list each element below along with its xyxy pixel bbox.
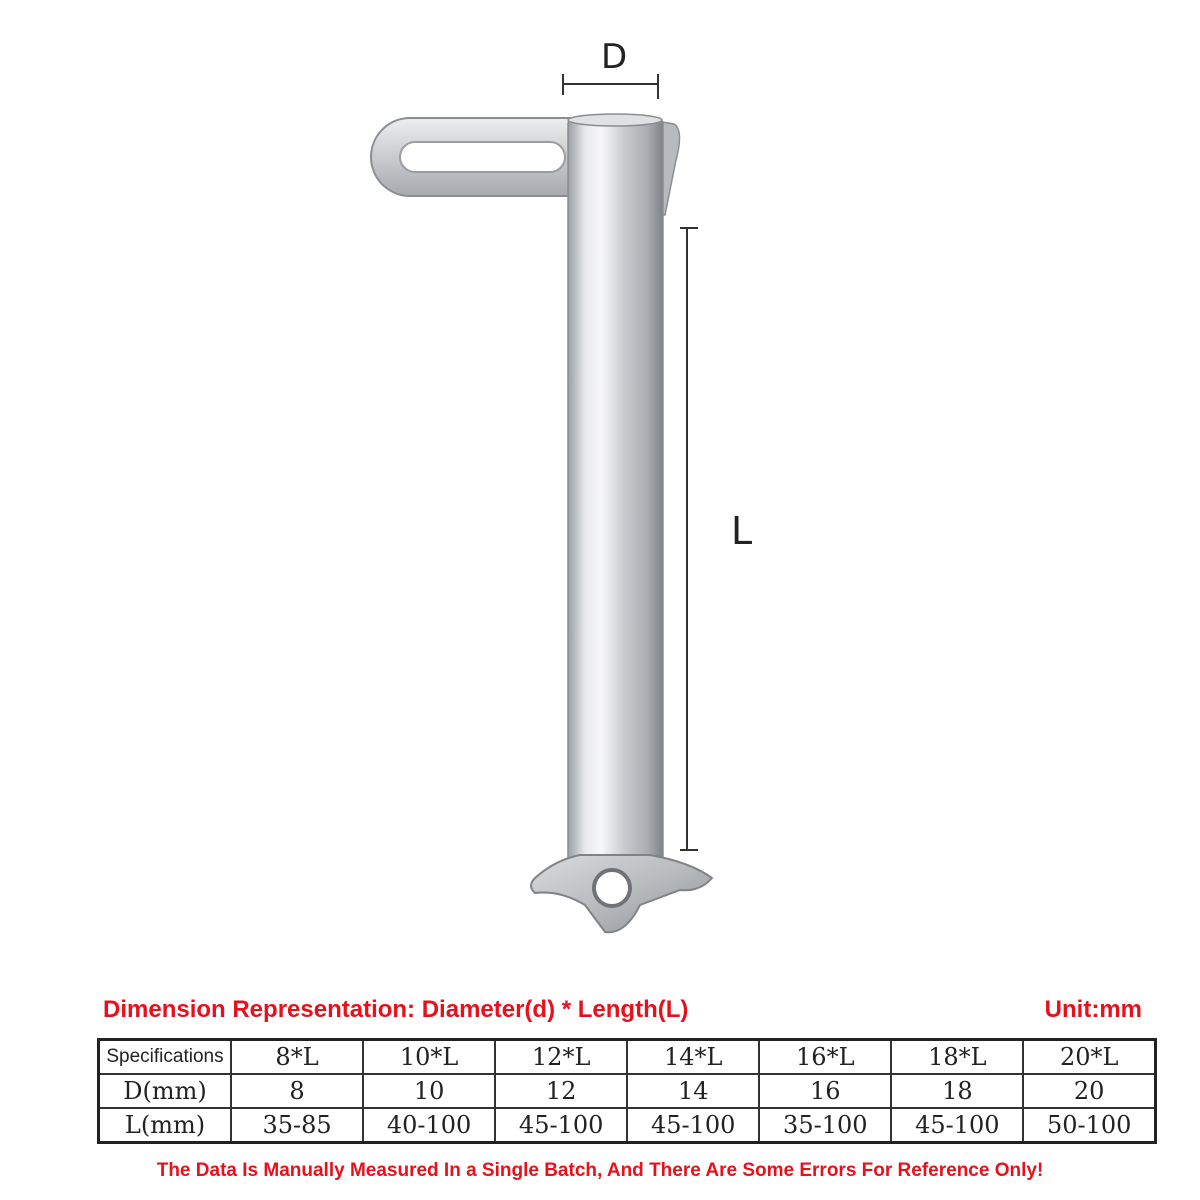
length-label: L: [731, 509, 753, 553]
table-cell: 16: [759, 1074, 891, 1108]
table-cell: 10: [363, 1074, 495, 1108]
diameter-dimension: [563, 74, 658, 99]
table-cell: 18: [891, 1074, 1023, 1108]
pin-tab: [371, 118, 570, 196]
table-cell: 35-85: [231, 1108, 363, 1143]
table-cell: 20: [1023, 1074, 1155, 1108]
row-header: Specifications: [99, 1040, 232, 1075]
table-cell: 45-100: [627, 1108, 759, 1143]
spec-table: [97, 1038, 1157, 1144]
dimension-heading: Dimension Representation: Diameter(d) * Length(L): [103, 996, 689, 1023]
table-row: [99, 1074, 1156, 1108]
row-header: L(mm): [99, 1108, 232, 1143]
table-cell: 8*L: [231, 1040, 363, 1075]
table-cell: 14: [627, 1074, 759, 1108]
row-header: D(mm): [99, 1074, 232, 1108]
pin-head: [531, 855, 712, 932]
length-dimension: [680, 228, 698, 850]
table-cell: 40-100: [363, 1108, 495, 1143]
table-cell: 18*L: [891, 1040, 1023, 1075]
table-row: [99, 1040, 1156, 1075]
table-cell: 14*L: [627, 1040, 759, 1075]
table-cell: 16*L: [759, 1040, 891, 1075]
table-cell: 10*L: [363, 1040, 495, 1075]
table-cell: 45-100: [891, 1108, 1023, 1143]
table-cell: 8: [231, 1074, 363, 1108]
diameter-label: D: [601, 37, 628, 77]
table-cell: 12*L: [495, 1040, 627, 1075]
table-cell: 20*L: [1023, 1040, 1155, 1075]
table-cell: 35-100: [759, 1108, 891, 1143]
table-row: [99, 1108, 1156, 1143]
pin-shaft: [568, 114, 663, 863]
table-cell: 50-100: [1023, 1108, 1155, 1143]
table-cell: 12: [495, 1074, 627, 1108]
table-cell: 45-100: [495, 1108, 627, 1143]
unit-label: Unit:mm: [1044, 996, 1142, 1023]
footnote: The Data Is Manually Measured In a Single Batch, And There Are Some Errors For Reference Only!: [156, 1160, 1044, 1181]
